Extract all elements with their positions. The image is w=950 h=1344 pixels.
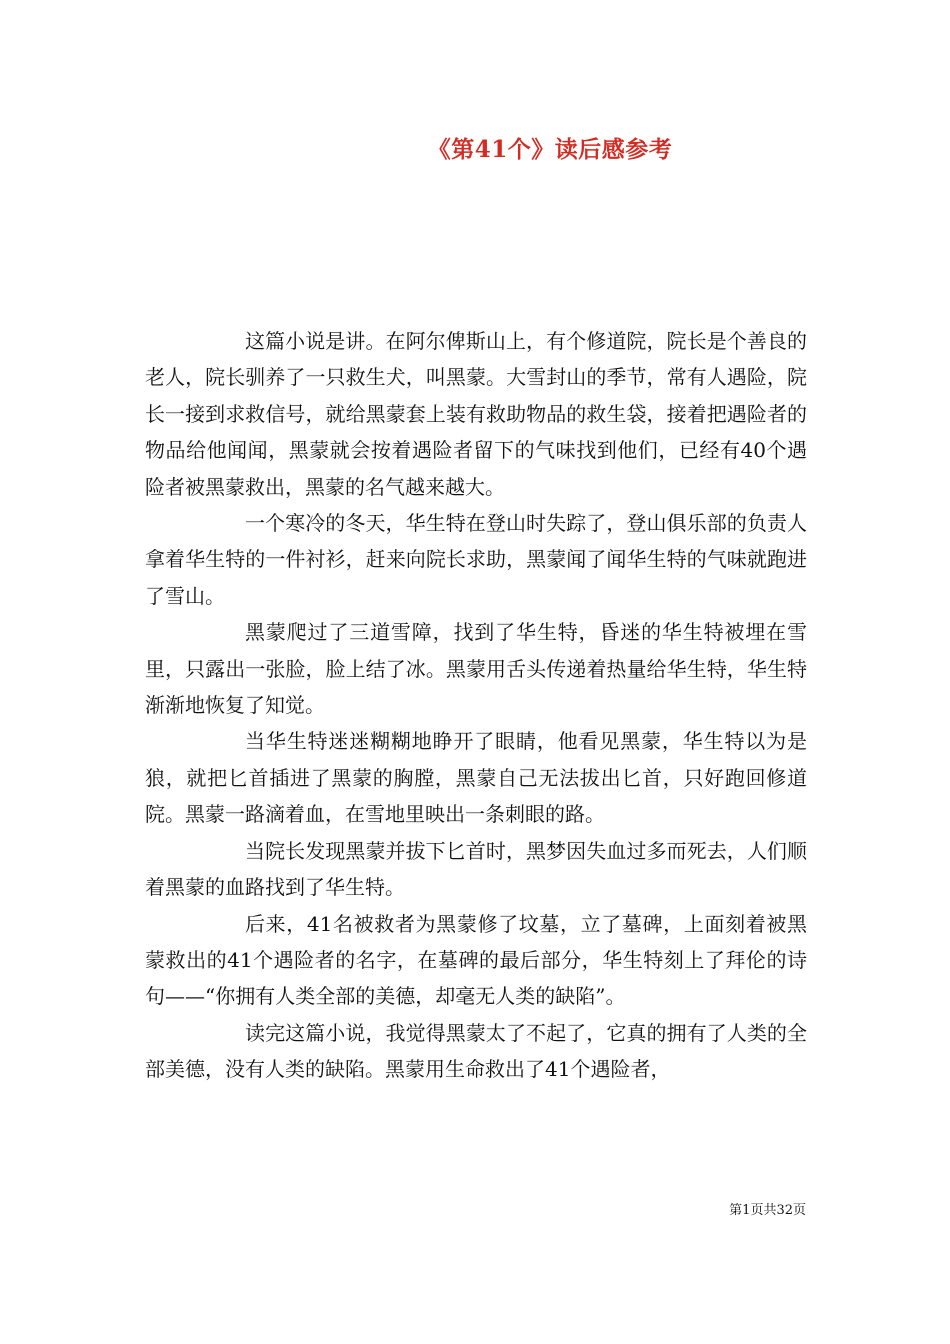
paragraph-6: 后来，41名被救者为黑蒙修了坟墓，立了墓碑，上面刻着被黑蒙救出的41个遇险者的名字，在墓碑的最后部分，华生特刻上了拜伦的诗句——“你拥有人类全部的美德，却毫无人类的缺陷”。	[145, 911, 807, 1009]
paragraph-5: 当院长发现黑蒙并拔下匕首时，黑梦因失血过多而死去，人们顺着黑蒙的血路找到了华生特。	[145, 838, 807, 900]
paragraph-4: 当华生特迷迷糊糊地睁开了眼睛，他看见黑蒙，华生特以为是狼，就把匕首插进了黑蒙的胸膛，黑蒙自己无法拔出匕首，只好跑回修道院。黑蒙一路滴着血，在雪地里映出一条刺眼的路。	[145, 729, 807, 827]
paragraph-1: 这篇小说是讲。在阿尔俾斯山上，有个修道院，院长是个善良的老人，院长驯养了一只救生犬，叫黑蒙。大雪封山的季节，常有人遇险，院长一接到求救信号，就给黑蒙套上装有救助物品的救生袋，接着把遇险者的物品给他闻闻，黑蒙就会按着遇险者留下的气味找到他们，已经有40个遇险者被黑蒙救出，黑蒙的名气越来越大。	[145, 329, 807, 499]
paragraph-7: 读完这篇小说，我觉得黑蒙太了不起了，它真的拥有了人类的全部美德，没有人类的缺陷。黑蒙用生命救出了41个遇险者，	[145, 1020, 807, 1082]
paragraph-2: 一个寒冷的冬天，华生特在登山时失踪了，登山俱乐部的负责人拿着华生特的一件衬衫，赶来向院长求助，黑蒙闻了闻华生特的气味就跑进了雪山。	[145, 511, 807, 608]
document-body	[145, 323, 807, 1088]
page-number-footer: 第1页共32页	[729, 1203, 806, 1218]
document-title: 《第41个》读后感参考	[427, 136, 673, 163]
paragraph-3: 黑蒙爬过了三道雪障，找到了华生特，昏迷的华生特被埋在雪里，只露出一张脸，脸上结了冰。黑蒙用舌头传递着热量给华生特，华生特渐渐地恢复了知觉。	[145, 620, 807, 718]
